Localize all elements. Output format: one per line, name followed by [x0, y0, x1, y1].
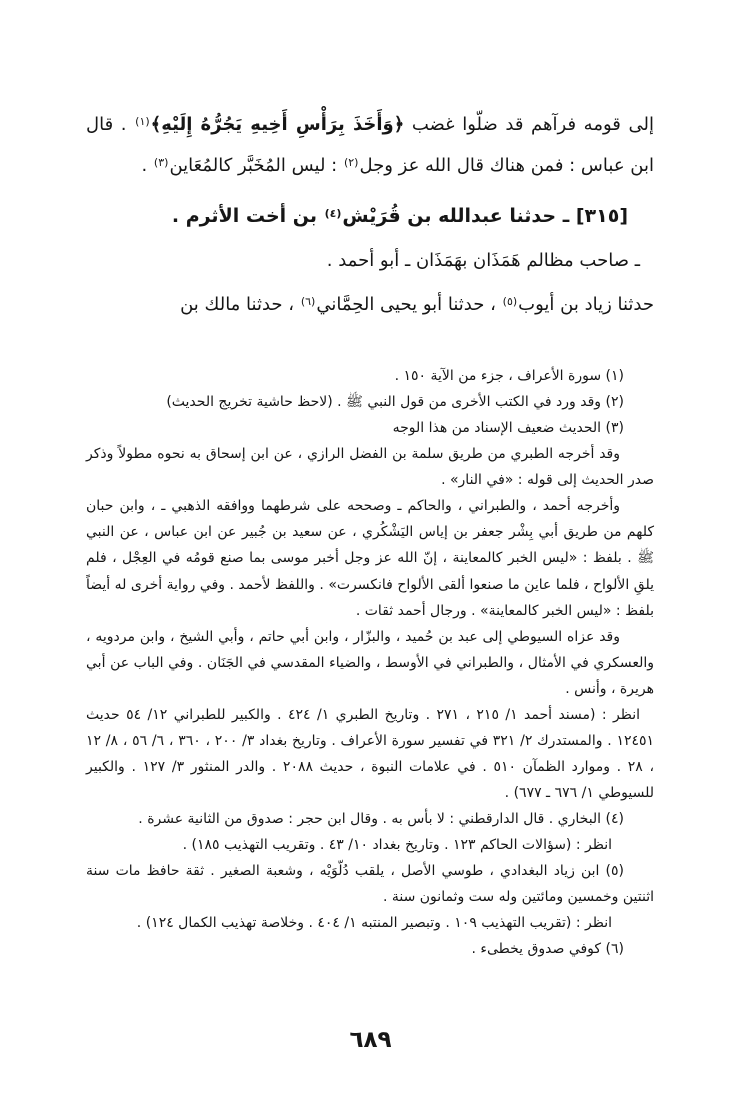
hadith-isnad-start: حدثنا عبدالله بن قُرَيْش [342, 204, 557, 227]
footnote-3 [86, 415, 654, 441]
footnote-4-number: (٤) [605, 810, 624, 827]
paragraph-hadith-315 [86, 195, 654, 239]
footnote-ref-3: (٣) [153, 156, 169, 170]
footnote-3-text: الحديث ضعيف الإسناد من هذا الوجه [392, 420, 602, 437]
hadith-number: [٣١٥] [575, 204, 628, 227]
footnote-1-number: (١) [605, 368, 624, 385]
isnad-part-b: ، حدثنا أبو يحيى الحِمَّاني [316, 293, 502, 315]
footnote-5-references: انظر : (تقريب التهذيب ١٠٩ . وتبصير المنتبه ١/ ٤٠٤ . وخلاصة تهذيب الكمال ١٢٤) . [136, 914, 612, 931]
footnote-3-references: انظر : (مسند أحمد ١/ ٢١٥ ، ٢٧١ . وتاريخ الطبري ١/ ٤٢٤ . والكبير للطبراني ١٢/ ٥٤ حديث ١٢٤٥١ . والمستدرك ٢/ ٣٢١ في تفسير سورة الأعراف . وتاريخ بغداد ٣/ ٢٠٠ ، ٣٦٠ ، ٦/ ٥٦ ، ٨/ ١٢ ، ٢٨ . وموارد الظمآن ٥١٠ . في علامات النبوة ، حديث ٢٠٨٨ . والدر المنثور ٣/ ١٢٧ . والكبير للسيوطي ١/ ٦٧٦ ـ ٦٧٧) . [86, 706, 655, 801]
paragraph-intro [86, 104, 654, 187]
footnote-5-text: ابن زياد البغدادي ، طوسي الأصل ، يلقب دُلّوَيْه ، وشعبة الصغير . ثقة حافظ مات سنة اثنتين وخمسين ومائتين وله ست وثمانون سنة . [86, 862, 654, 905]
footnote-2-number: (٢) [605, 394, 624, 411]
isnad-part-c: ، حدثنا مالك بن [180, 293, 300, 315]
footnote-6 [86, 936, 654, 962]
footnote-4-text: البخاري . قال الدارقطني : لا بأس به . وقال ابن حجر : صدوق من الثانية عشرة . [138, 810, 602, 827]
footnote-3-paragraph-2: وقد أخرجه الطبري من طريق سلمة بن الفضل الرازي ، عن ابن إسحاق به نحوه مطولاً وذكر صدر الحديث إلى قوله : «في النار» . [86, 446, 654, 489]
footnote-1 [86, 363, 654, 389]
dash-separator: ـ [556, 204, 576, 227]
quran-quote: ﴿وَأَخَذَ بِرَأْسِ أَخِيهِ يَجُرُّهُ إِلَيْهِ﴾ [150, 114, 405, 135]
intro-before-quote: إلى قومه فرآهم قد ضلّوا غضب [404, 114, 654, 135]
footnote-3-paragraph-3: وأخرجه أحمد ، والطبراني ، والحاكم ـ وصححه على شرطهما ووافقه الذهبي ـ ، وابن حبان كلهم من طريق أبي بِشْر جعفر بن إياس اليَشْكُري ، عن سعيد بن جُبير عن ابن عباس ، عن النبي ﷺ . بلفظ : «ليس الخبر كالمعاينة ، إنّ الله عز وجل أخبر موسى بما صنع قومُه في العِجْل ، فلم يلقِ الألواح ، فلما عاين ما صنعوا ألقى الألواح فانكسرت» . واللفظ لأحمد . وفي رواية أخرى له أيضاً بلفظ : «ليس الخبر كالمعاينة» . ورجال أحمد ثقات . [86, 498, 654, 619]
intro-after: : ليس المُخَبَّر كالمُعَاين [169, 155, 343, 177]
footnote-6-text: كوفي صدوق يخطىء . [471, 940, 602, 957]
footnote-5-number: (٥) [605, 862, 624, 879]
main-text-block [86, 104, 654, 325]
footnote-3-number: (٣) [605, 420, 624, 437]
footnotes-block [86, 363, 654, 962]
footnote-1-text: سورة الأعراف ، جزء من الآية ١٥٠ . [394, 368, 602, 385]
footnote-ref-4: (٤) [324, 206, 342, 220]
footnote-4 [86, 806, 654, 832]
footnote-2-text: وقد ورد في الكتب الأخرى من قول النبي ﷺ . (لاحظ حاشية تخريج الحديث) [166, 394, 602, 411]
intro-end: . [141, 155, 153, 177]
footnote-6-number: (٦) [605, 940, 624, 957]
footnote-ref-6: (٦) [300, 294, 316, 308]
footnote-3-paragraph-4: وقد عزاه السيوطي إلى عبد بن حُميد ، والبزّار ، وابن أبي حاتم ، وأبي الشيخ ، وابن مردويه ، والعسكري في الأمثال ، والطبراني في الأوسط ، والضياء المقدسي في الجَنَان . وفي الباب عن أبي هريرة ، وأنس . [86, 628, 654, 697]
footnote-ref-1: (١) [135, 115, 150, 128]
paragraph-biography-note: ـ صاحب مظالم هَمَذَان بهَمَذَان ـ أبو أحمد . [326, 250, 640, 272]
footnote-ref-5: (٥) [502, 294, 518, 308]
page-content [86, 104, 654, 962]
intro-middle: . قال ابن عباس : فمن هناك قال الله عز وجل [86, 114, 654, 177]
paragraph-isnad-chain [86, 284, 654, 325]
isnad-part-a: حدثنا زياد بن أيوب [518, 293, 654, 315]
footnote-ref-2: (٢) [343, 156, 359, 170]
page-number: ٦٨٩ [349, 1027, 392, 1053]
footnote-2 [86, 389, 654, 415]
footnote-5 [86, 858, 654, 910]
footnote-4-references: انظر : (سؤالات الحاكم ١٢٣ . وتاريخ بغداد ١٠/ ٤٣ . وتقريب التهذيب ١٨٥) . [182, 836, 612, 853]
hadith-isnad-end: بن أخت الأثرم . [171, 204, 324, 227]
